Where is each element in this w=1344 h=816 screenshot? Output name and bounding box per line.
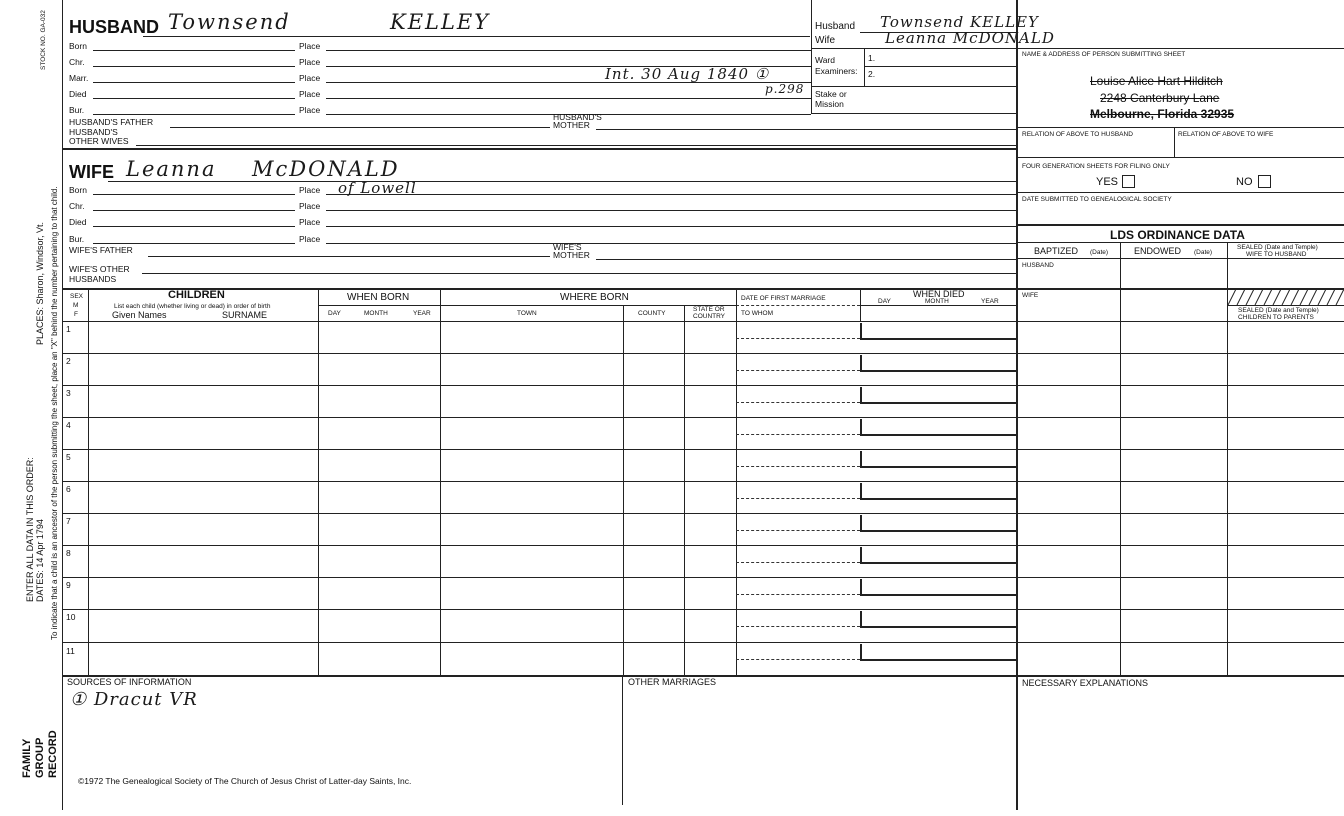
necessary-explanations-label: NECESSARY EXPLANATIONS <box>1022 678 1149 688</box>
husband-chr-label: Chr. <box>69 57 85 67</box>
first-marriage-header: DATE OF FIRST MARRIAGE <box>741 295 826 302</box>
husband-father-label: HUSBAND'S FATHER <box>69 117 154 127</box>
husband-given-name: Townsend <box>168 10 291 34</box>
child-number: 2 <box>66 356 71 366</box>
endowed-label: ENDOWED <box>1134 246 1181 256</box>
born-year-header: YEAR <box>413 310 431 317</box>
child-row[interactable] <box>62 577 1344 609</box>
husband-mother-label-2: MOTHER <box>553 120 590 130</box>
child-row[interactable] <box>62 642 1344 675</box>
wife-mother-label-2: MOTHER <box>553 250 590 260</box>
given-names-header: Given Names <box>112 310 167 320</box>
relation-wife-label: RELATION OF ABOVE TO WIFE <box>1178 131 1274 138</box>
yes-checkbox[interactable] <box>1122 175 1135 188</box>
child-row[interactable] <box>62 321 1344 353</box>
child-row[interactable] <box>62 353 1344 385</box>
children-title: CHILDREN <box>168 289 225 301</box>
wife-died-label: Died <box>69 217 87 227</box>
sources-label: SOURCES OF INFORMATION <box>67 677 192 687</box>
child-number: 8 <box>66 548 71 558</box>
wife-other-husbands-label-2: HUSBANDS <box>69 274 117 284</box>
baptized-date-label: (Date) <box>1090 249 1109 256</box>
wife-bur-place-label: Place <box>299 234 321 244</box>
husband-died-place-label: Place <box>299 89 321 99</box>
when-born-header: WHEN BORN <box>347 292 410 303</box>
child-number: 6 <box>66 484 71 494</box>
where-born-header: WHERE BORN <box>560 292 629 303</box>
header-husband-label: Husband <box>815 21 856 32</box>
baptized-label: BAPTIZED <box>1034 246 1079 256</box>
header-husband-value: Townsend KELLEY <box>880 13 1039 31</box>
child-row[interactable] <box>62 545 1344 577</box>
examiners-label: Examiners: <box>815 66 858 76</box>
other-marriages-label: OTHER MARRIAGES <box>628 677 717 687</box>
wife-bur-label: Bur. <box>69 234 85 244</box>
wife-given-name: Leanna <box>126 157 217 181</box>
husband-marriage-page: p.298 <box>765 82 805 96</box>
to-whom-header: TO WHOM <box>741 310 774 317</box>
child-number: 10 <box>66 612 76 622</box>
born-day-header: DAY <box>328 310 341 317</box>
husband-mother-label-1: HUSBAND'S <box>553 112 602 122</box>
no-checkbox[interactable] <box>1258 175 1271 188</box>
wife-chr-label: Chr. <box>69 201 85 211</box>
source-entry: ① Dracut VR <box>70 689 198 710</box>
husband-other-wives-label-1: HUSBAND'S <box>69 127 118 137</box>
child-number: 9 <box>66 580 71 590</box>
submitter-line-2: 2248 Canterbury Lane <box>1100 91 1220 105</box>
four-gen-label: FOUR GENERATION SHEETS FOR FILING ONLY <box>1022 163 1170 170</box>
state-header-2: COUNTRY <box>693 313 726 320</box>
stock-number: STOCK NO. GA-032 <box>40 10 47 70</box>
lds-wife-row: WIFE <box>1022 292 1039 299</box>
husband-bur-label: Bur. <box>69 105 85 115</box>
dates-note: DATES: 14 Apr 1794 <box>35 519 45 602</box>
order-label: ENTER ALL DATA IN THIS ORDER: <box>25 457 35 602</box>
wife-other-husbands-label-1: WIFE'S OTHER <box>69 264 130 274</box>
child-row[interactable] <box>62 385 1344 417</box>
yes-label: YES <box>1096 176 1119 188</box>
husband-marr-label: Marr. <box>69 73 89 83</box>
born-month-header: MONTH <box>364 310 388 317</box>
sex-label-3: F <box>74 311 78 318</box>
husband-other-wives-label-2: OTHER WIVES <box>69 136 129 146</box>
lds-title: LDS ORDINANCE DATA <box>1110 228 1245 242</box>
ward-label: Ward <box>815 55 835 65</box>
county-header: COUNTY <box>638 310 666 317</box>
died-month-header: MONTH <box>925 298 949 305</box>
copyright: ©1972 The Genealogical Society of The Church of Jesus Christ of Latter-day Saints, Inc. <box>78 776 412 786</box>
died-year-header: YEAR <box>981 298 999 305</box>
sealed-wife-label-1: SEALED (Date and Temple) <box>1237 244 1318 251</box>
sex-label-2: M <box>73 302 79 309</box>
husband-marr-place-label: Place <box>299 73 321 83</box>
state-header-1: STATE OR <box>693 306 725 313</box>
wife-title: WIFE <box>69 162 114 182</box>
husband-born-place-label: Place <box>299 41 321 51</box>
relation-husband-label: RELATION OF ABOVE TO HUSBAND <box>1022 131 1133 138</box>
child-row[interactable] <box>62 481 1344 513</box>
child-row[interactable] <box>62 609 1344 642</box>
wife-chr-place-label: Place <box>299 201 321 211</box>
sealed-wife-label-2: WIFE TO HUSBAND <box>1246 251 1307 258</box>
places-note: PLACES: Sharon, Windsor, Vt. <box>35 221 45 345</box>
ancestor-instruction: To indicate that a child is an ancestor of the person submitting the sheet, place an "X" behind the number pertaining to that child. <box>50 186 59 640</box>
submitter-label: NAME & ADDRESS OF PERSON SUBMITTING SHEET <box>1022 51 1186 58</box>
child-number: 3 <box>66 388 71 398</box>
sex-label-1: SEX <box>70 293 84 300</box>
husband-bur-place-label: Place <box>299 105 321 115</box>
sealed-children-label-2: CHILDREN TO PARENTS <box>1238 314 1314 321</box>
submitter-line-1: Louise Alice Hart Hilditch <box>1090 74 1223 88</box>
sealed-children-label-1: SEALED (Date and Temple) <box>1238 307 1319 314</box>
form-title-family: FAMILY <box>21 738 33 778</box>
stake-label-2: Mission <box>815 99 844 109</box>
wife-born-place-label: Place <box>299 185 321 195</box>
wife-mother-label-1: WIFE'S <box>553 242 582 252</box>
wife-died-place-label: Place <box>299 217 321 227</box>
child-number: 5 <box>66 452 71 462</box>
form-title-group: GROUP <box>34 737 46 778</box>
examiner-2: 2. <box>868 69 876 79</box>
header-wife-value: Leanna McDONALD <box>885 29 1055 47</box>
when-died-header: WHEN DIED <box>913 289 965 299</box>
husband-died-label: Died <box>69 89 87 99</box>
header-divider <box>811 0 812 113</box>
child-number: 11 <box>66 646 75 656</box>
child-number: 7 <box>66 516 71 526</box>
died-day-header: DAY <box>878 298 891 305</box>
husband-chr-place-label: Place <box>299 57 321 67</box>
child-number: 4 <box>66 420 71 430</box>
children-instruction: List each child (whether living or dead) in order of birth <box>114 303 271 310</box>
child-row[interactable] <box>62 513 1344 545</box>
submitter-line-3: Melbourne, Florida 32935 <box>1090 107 1235 121</box>
endowed-date-label: (Date) <box>1194 249 1213 256</box>
date-submitted-label: DATE SUBMITTED TO GENEALOGICAL SOCIETY <box>1022 196 1172 203</box>
stake-label-1: Stake or <box>815 89 847 99</box>
husband-title: HUSBAND <box>69 17 159 37</box>
wife-surname: McDONALD <box>252 157 400 181</box>
child-number: 1 <box>66 324 71 334</box>
form-title-record: RECORD <box>47 730 59 778</box>
hatched-area <box>1228 289 1344 305</box>
husband-surname: KELLEY <box>390 10 491 34</box>
husband-marriage-note: Int. 30 Aug 1840 ① <box>605 65 770 83</box>
examiner-1: 1. <box>868 53 876 63</box>
wife-born-place: of Lowell <box>338 179 417 197</box>
husband-born-label: Born <box>69 41 87 51</box>
no-label: NO <box>1236 176 1253 188</box>
wife-born-label: Born <box>69 185 87 195</box>
header-wife-label: Wife <box>815 35 835 46</box>
town-header: TOWN <box>517 310 537 317</box>
wife-father-label: WIFE'S FATHER <box>69 245 133 255</box>
surname-header: SURNAME <box>222 310 268 320</box>
child-row[interactable] <box>62 449 1344 481</box>
child-row[interactable] <box>62 417 1344 449</box>
lds-husband-row: HUSBAND <box>1022 262 1054 269</box>
